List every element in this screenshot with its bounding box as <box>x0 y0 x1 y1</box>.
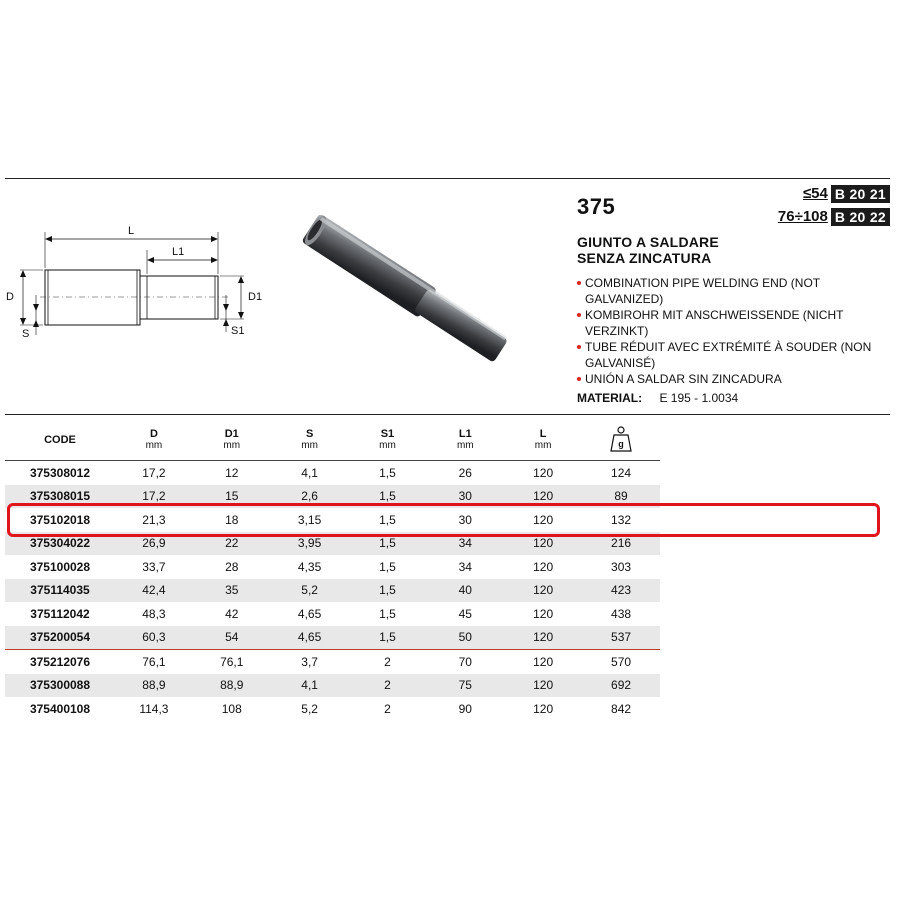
table-row <box>5 650 660 674</box>
cell-code: 375100028 <box>29 559 91 574</box>
description-en: COMBINATION PIPE WELDING END (NOT GALVANIZED) <box>577 275 877 307</box>
cell-value: 4,1 <box>271 674 349 698</box>
cell-value: 45 <box>458 606 472 621</box>
table-row <box>5 602 660 626</box>
cell-value: 75 <box>426 674 504 698</box>
cell-value: 35 <box>193 579 271 603</box>
badge-code: B 20 21 <box>831 185 890 203</box>
cell-value: 3,15 <box>297 512 322 527</box>
material-line <box>577 391 738 405</box>
cell-value: 22 <box>193 532 271 556</box>
dim-label-d1: D1 <box>248 291 263 303</box>
cell-value: 48,3 <box>142 606 166 621</box>
cell-code: 375400108 <box>29 701 91 716</box>
dim-label-s1: S1 <box>231 325 245 337</box>
cell-value: 34 <box>426 532 504 556</box>
product-photo <box>292 215 522 365</box>
weight-unit: g <box>618 438 624 449</box>
cell-value: 842 <box>611 701 632 716</box>
cell-code: 375212076 <box>29 654 91 669</box>
table-row <box>5 579 660 603</box>
cell-value: 120 <box>533 559 554 574</box>
cell-value: 30 <box>458 512 472 527</box>
cell-value: 3,7 <box>301 654 318 669</box>
cell-value: 88,9 <box>193 674 271 698</box>
cell-code: 375300088 <box>5 674 115 698</box>
cell-value: 2 <box>384 654 391 669</box>
cell-value: 42 <box>225 606 239 621</box>
cell-value: 30 <box>426 485 504 509</box>
cell-value: 114,3 <box>139 701 169 716</box>
cell-value: 88,9 <box>115 674 193 698</box>
cell-value: 120 <box>504 532 582 556</box>
cell-value: 26 <box>458 465 472 480</box>
col-header-d: D mm <box>115 420 193 461</box>
cell-value: 70 <box>458 654 472 669</box>
cell-value: 120 <box>533 701 554 716</box>
cell-value: 132 <box>611 512 632 527</box>
cell-value: 40 <box>426 579 504 603</box>
cell-value: 216 <box>582 532 660 556</box>
cell-value: 120 <box>533 606 554 621</box>
description-de: KOMBIROHR MIT ANSCHWEISSENDE (NICHT VERZINKT) <box>577 307 877 339</box>
cell-value: 15 <box>193 485 271 509</box>
cell-value: 3,95 <box>271 532 349 556</box>
dim-label-l1: L1 <box>172 246 185 258</box>
cell-value: 90 <box>458 701 472 716</box>
cell-value: 76,1 <box>220 654 244 669</box>
table-top-divider <box>5 414 890 415</box>
badge-row <box>730 207 890 226</box>
cell-value: 21,3 <box>142 512 166 527</box>
badge-row <box>730 184 890 203</box>
cell-value: 1,5 <box>379 559 396 574</box>
cell-value: 34 <box>458 559 472 574</box>
cell-code: 375304022 <box>5 532 115 556</box>
title-line: SENZA ZINCATURA <box>577 250 712 266</box>
cell-value: 1,5 <box>349 485 427 509</box>
col-header-s1: S1 mm <box>349 420 427 461</box>
cell-value: 1,5 <box>379 512 396 527</box>
cell-code: 375114035 <box>5 579 115 603</box>
table-header-row <box>5 420 660 461</box>
cell-value: 120 <box>533 465 554 480</box>
cell-value: 28 <box>225 559 239 574</box>
technical-drawing <box>0 210 290 350</box>
cell-value: 120 <box>504 674 582 698</box>
cell-value: 4,65 <box>271 626 349 650</box>
cell-value: 4,35 <box>297 559 322 574</box>
cell-value: 60,3 <box>115 626 193 650</box>
cell-value: 2,6 <box>271 485 349 509</box>
table-row <box>5 697 660 721</box>
cell-value: 1,5 <box>349 626 427 650</box>
cell-value: 120 <box>504 485 582 509</box>
cell-value: 120 <box>533 512 554 527</box>
cell-value: 42,4 <box>115 579 193 603</box>
table-row <box>5 461 660 485</box>
col-header-code: CODE <box>5 420 115 461</box>
highlight-box <box>7 503 880 537</box>
spec-table <box>5 420 660 721</box>
cell-value: 438 <box>611 606 632 621</box>
cell-value: 5,2 <box>301 701 318 716</box>
table-row <box>5 555 660 579</box>
top-divider <box>5 178 890 179</box>
dim-label-l: L <box>128 225 135 237</box>
product-code: 375 <box>577 194 616 219</box>
cell-value: 54 <box>193 626 271 650</box>
material-label: MATERIAL: <box>577 391 643 405</box>
description-list <box>577 275 877 387</box>
cell-value: 692 <box>582 674 660 698</box>
cell-value: 570 <box>611 654 632 669</box>
cell-code: 375308015 <box>5 485 115 509</box>
cell-value: 108 <box>221 701 242 716</box>
norm-badges <box>730 184 890 230</box>
title-line: GIUNTO A SALDARE <box>577 234 719 250</box>
cell-value: 537 <box>582 626 660 650</box>
cell-value: 423 <box>582 579 660 603</box>
material-value: E 195 - 1.0034 <box>659 391 739 405</box>
cell-code: 375102018 <box>29 512 91 527</box>
cell-code: 375200054 <box>5 626 115 650</box>
col-header-d1: D1 mm <box>193 420 271 461</box>
cell-value: 120 <box>504 626 582 650</box>
cell-value: 12 <box>225 465 239 480</box>
col-header-s: S mm <box>271 420 349 461</box>
cell-value: 120 <box>533 654 554 669</box>
cell-value: 50 <box>426 626 504 650</box>
cell-value: 120 <box>504 579 582 603</box>
dim-label-s: S <box>22 328 30 340</box>
cell-code: 375308012 <box>29 465 91 480</box>
description-es: UNIÓN A SALDAR SIN ZINCADURA <box>577 371 877 387</box>
cell-value: 4,1 <box>301 465 318 480</box>
cell-value: 1,5 <box>349 579 427 603</box>
weight-icon <box>610 426 632 452</box>
col-header-l1: L1 mm <box>426 420 504 461</box>
cell-value: 1,5 <box>379 465 396 480</box>
cell-value: 17,2 <box>142 465 166 480</box>
badge-range: 76÷108 <box>777 208 828 225</box>
cell-value: 76,1 <box>142 654 166 669</box>
cell-value: 18 <box>225 512 239 527</box>
cell-value: 124 <box>611 465 632 480</box>
badge-code: B 20 22 <box>831 208 890 226</box>
product-title <box>577 234 887 266</box>
description-fr: TUBE RÉDUIT AVEC EXTRÉMITÉ À SOUDER (NON GALVANISÉ) <box>577 339 877 371</box>
cell-value: 1,5 <box>349 532 427 556</box>
cell-value: 4,65 <box>297 606 322 621</box>
cell-value: 17,2 <box>115 485 193 509</box>
table-body <box>5 461 660 721</box>
col-header-l: L mm <box>504 420 582 461</box>
cell-value: 89 <box>582 485 660 509</box>
cell-value: 5,2 <box>271 579 349 603</box>
cell-value: 2 <box>349 674 427 698</box>
col-header-weight <box>582 420 660 461</box>
cell-value: 1,5 <box>379 606 396 621</box>
badge-range: ≤54 <box>802 185 828 202</box>
cell-value: 2 <box>384 701 391 716</box>
cell-code: 375112042 <box>30 606 90 621</box>
table-row <box>5 626 660 650</box>
table-row <box>5 674 660 698</box>
cell-value: 303 <box>611 559 632 574</box>
cell-value: 33,7 <box>142 559 166 574</box>
dim-label-d: D <box>6 291 14 303</box>
cell-value: 26,9 <box>115 532 193 556</box>
